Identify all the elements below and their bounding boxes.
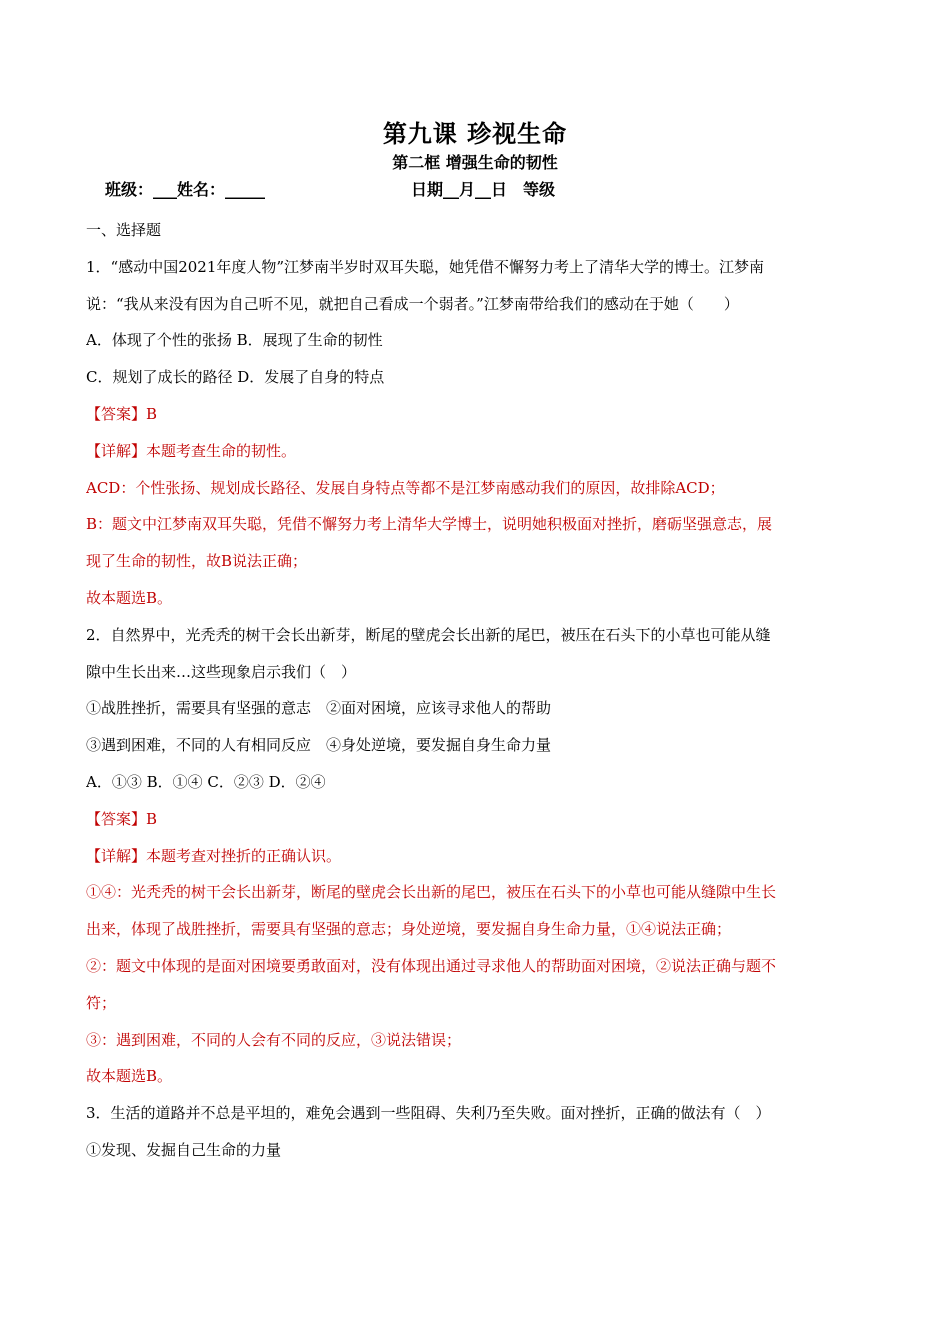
q2-explanation-2-line-2: 符；	[86, 993, 117, 1012]
q2-options: A．①③ B．①④ C．②③ D．②④	[86, 772, 326, 791]
q3-stem: 3．生活的道路并不总是平坦的，难免会遇到一些阻碍、失利乃至失败。面对挫折，正确的做法有（ ）	[86, 1104, 771, 1123]
question-content	[86, 212, 868, 1169]
q2-statements-34: ③遇到困难，不同的人有相同反应 ④身处逆境，要发掘自身生命力量	[86, 736, 552, 755]
page-title: 第九课 珍视生命	[382, 119, 568, 148]
q1-explanation-heading: 【详解】本题考查生命的韧性。	[86, 441, 297, 460]
q2-explanation-14-line-2: 出来，体现了战胜挫折，需要具有坚强的意志；身处逆境，要发掘自身生命力量，①④说法正确；	[86, 920, 732, 939]
q2-conclusion: 故本题选B。	[86, 1067, 173, 1086]
q3-statement-1: ①发现、发掘自己生命的力量	[86, 1140, 282, 1159]
q2-statements-12: ①战胜挫折，需要具有坚强的意志 ②面对困境，应该寻求他人的帮助	[86, 699, 552, 718]
q2-stem-line-1: 2．自然界中，光秃秃的树干会长出新芽，断尾的壁虎会长出新的尾巴，被压在石头下的小草也可能从缝	[86, 625, 771, 644]
q1-explanation-acd: ACD：个性张扬、规划成长路径、发展自身特点等都不是江梦南感动我们的原因，故排除ACD；	[86, 478, 725, 497]
q2-explanation-2-line-1: ②：题文中体现的是面对困境要勇敢面对，没有体现出通过寻求他人的帮助面对困境，②说法正确与题不	[86, 956, 777, 975]
q2-answer: 【答案】B	[86, 809, 158, 828]
q2-explanation-heading: 【详解】本题考查对挫折的正确认识。	[86, 846, 342, 865]
section-heading: 一、选择题	[86, 221, 162, 239]
date-grade-line: 日期__月__日 等级	[411, 180, 556, 199]
q2-explanation-3: ③：遇到困难，不同的人会有不同的反应，③说法错误；	[86, 1030, 462, 1049]
q1-explanation-b-line-1: B：题文中江梦南双耳失聪，凭借不懈努力考上清华大学博士，说明她积极面对挫折，磨砺坚强意志，展	[86, 515, 773, 534]
q1-stem-line-1: 1．“感动中国2021年度人物”江梦南半岁时双耳失聪，她凭借不懈努力考上了清华大学的博士。江梦南	[86, 257, 765, 276]
page-subtitle: 第二框 增强生命的韧性	[392, 153, 558, 172]
q1-options-cd: C．规划了成长的路径 D．发展了自身的特点	[86, 368, 385, 387]
q2-stem-line-2: 隙中生长出来…这些现象启示我们（ ）	[86, 662, 357, 681]
q1-answer: 【答案】B	[86, 404, 158, 423]
q1-stem-line-2: 说：“我从来没有因为自己听不见，就把自己看成一个弱者。”江梦南带给我们的感动在于她（ ）	[86, 294, 739, 313]
q2-explanation-14-line-1: ①④：光秃秃的树干会长出新芽，断尾的壁虎会长出新的尾巴，被压在石头下的小草也可能从缝隙中生长	[86, 883, 777, 902]
q1-options-ab: A．体现了个性的张扬 B．展现了生命的韧性	[86, 331, 383, 350]
q1-explanation-b-line-2: 现了生命的韧性，故B说法正确；	[86, 552, 308, 571]
class-name-line: 班级：___姓名：_____	[105, 180, 266, 199]
q1-conclusion: 故本题选B。	[86, 588, 173, 607]
